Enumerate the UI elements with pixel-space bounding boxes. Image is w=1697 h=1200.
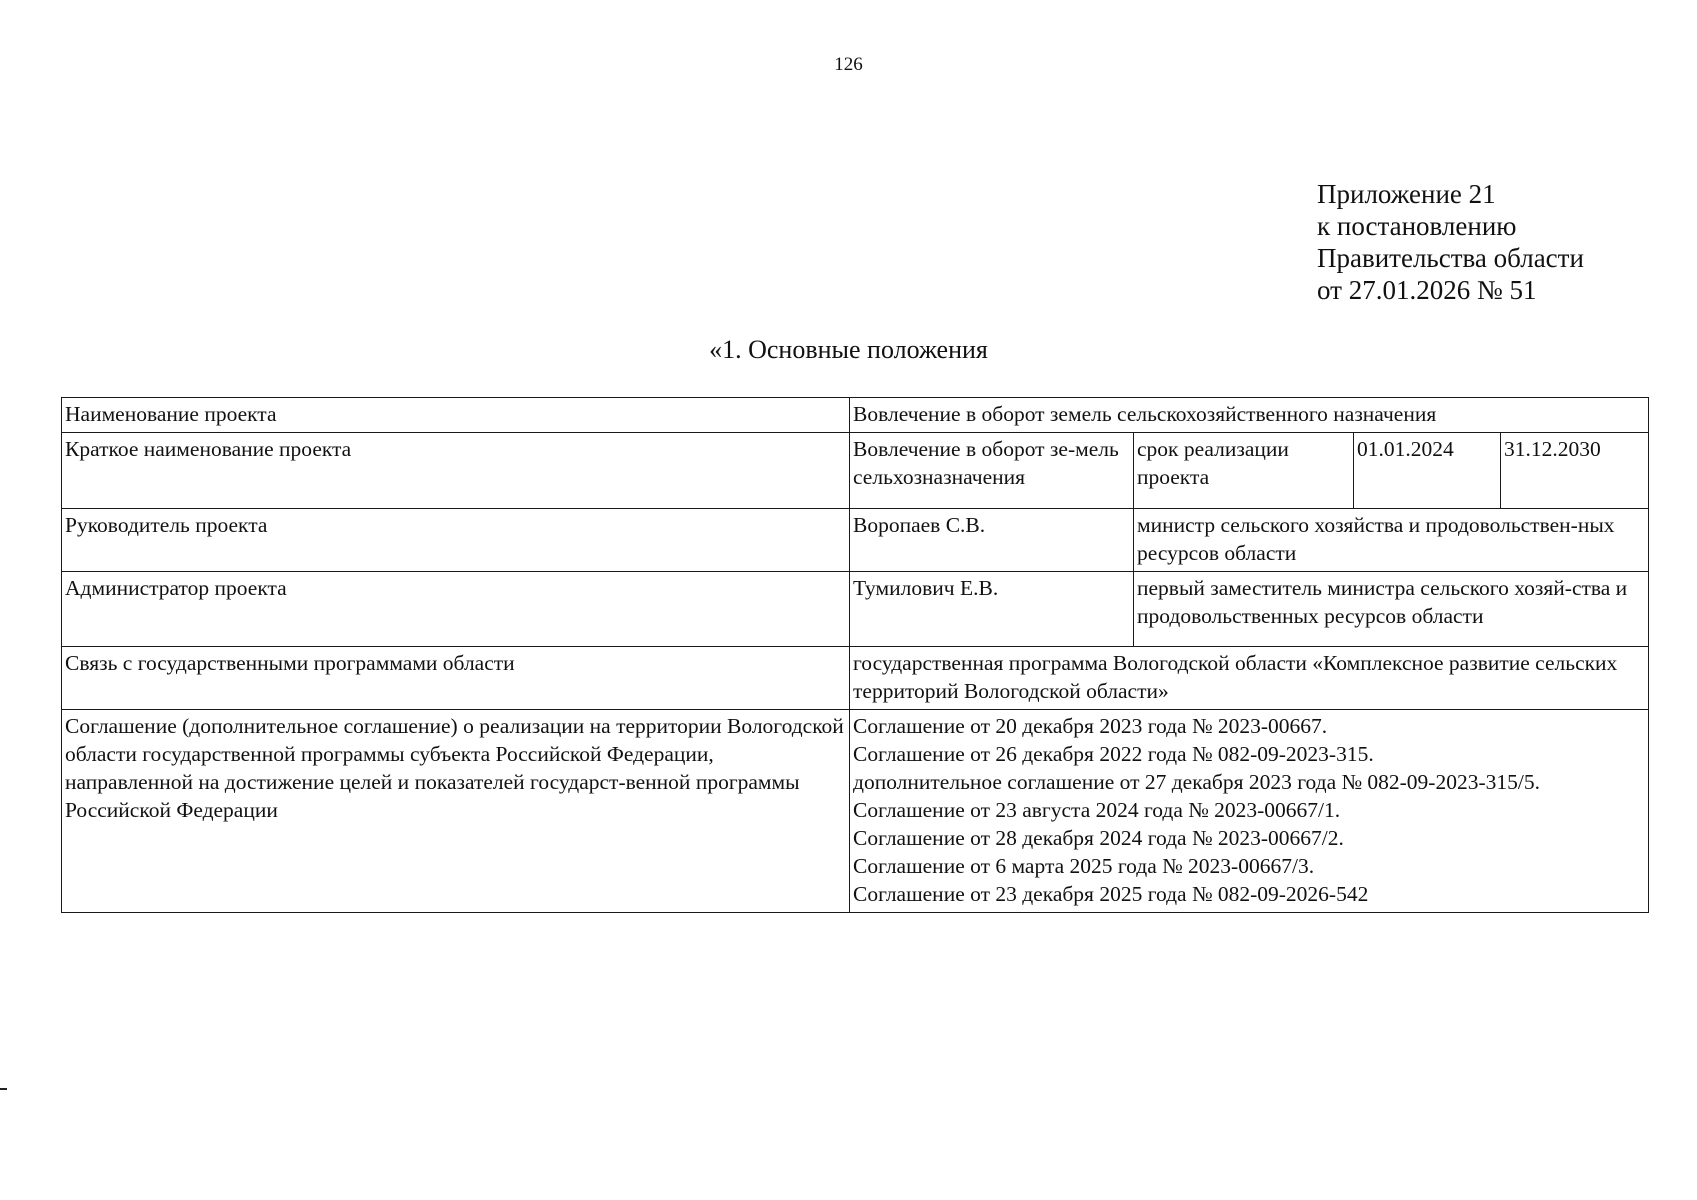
appendix-block xyxy=(1317,178,1584,306)
project-lead-label: Руководитель проекта xyxy=(62,509,850,572)
appendix-line-4: от 27.01.2026 № 51 xyxy=(1317,275,1537,305)
agreement-item: дополнительное соглашение от 27 декабря 2023 года № 082-09-2023-315/5. xyxy=(853,770,1540,794)
agreement-item: Соглашение от 20 декабря 2023 года № 2023-00667. xyxy=(853,714,1328,738)
programs-link-value: государственная программа Вологодской области «Комплексное развитие сельских территорий Вологодской области» xyxy=(850,647,1649,710)
period-label: срок реализации проекта xyxy=(1134,433,1354,509)
project-admin-position: первый заместитель министра сельского хозяй-ства и продовольственных ресурсов области xyxy=(1134,572,1649,647)
short-name-label: Краткое наименование проекта xyxy=(62,433,850,509)
agreement-item: Соглашение от 28 декабря 2024 года № 2023-00667/2. xyxy=(853,826,1344,850)
table-row-short-name xyxy=(62,433,1649,509)
agreements-label: Соглашение (дополнительное соглашение) о реализации на территории Вологодской области государственной программы субъекта Российской Федерации, направленной на достижение целей и показателей государст-венной программы Российской Федерации xyxy=(62,710,850,913)
agreement-item: Соглашение от 26 декабря 2022 года № 082-09-2023-315. xyxy=(853,742,1374,766)
programs-link-label: Связь с государственными программами области xyxy=(62,647,850,710)
project-admin-label: Администратор проекта xyxy=(62,572,850,647)
agreement-item: Соглашение от 6 марта 2025 года № 2023-00667/3. xyxy=(853,854,1315,878)
end-date: 31.12.2030 xyxy=(1501,433,1649,509)
table-row-agreements xyxy=(62,710,1649,913)
project-admin-name: Тумилович Е.В. xyxy=(850,572,1134,647)
start-date: 01.01.2024 xyxy=(1354,433,1501,509)
page-number: 126 xyxy=(834,54,863,75)
section-title: «1. Основные положения xyxy=(709,335,988,364)
project-lead-position: министр сельского хозяйства и продовольствен-ных ресурсов области xyxy=(1134,509,1649,572)
appendix-line-3: Правительства области xyxy=(1317,243,1584,273)
agreements-list xyxy=(850,710,1649,913)
table-row-programs-link xyxy=(62,647,1649,710)
project-table xyxy=(61,397,1649,913)
appendix-line-1: Приложение 21 xyxy=(1317,179,1496,209)
project-lead-name: Воропаев С.В. xyxy=(850,509,1134,572)
table-row-project-lead xyxy=(62,509,1649,572)
appendix-line-2: к постановлению xyxy=(1317,211,1517,241)
table-row-project-admin xyxy=(62,572,1649,647)
project-name-value: Вовлечение в оборот земель сельскохозяйственного назначения xyxy=(850,398,1649,433)
agreement-item: Соглашение от 23 декабря 2025 года № 082-09-2026-542 xyxy=(853,882,1369,906)
short-name-value: Вовлечение в оборот зе-мель сельхозназначения xyxy=(850,433,1134,509)
project-name-label: Наименование проекта xyxy=(62,398,850,433)
agreement-item: Соглашение от 23 августа 2024 года № 2023-00667/1. xyxy=(853,798,1341,822)
scan-margin-mark xyxy=(0,1088,7,1090)
table-row-project-name xyxy=(62,398,1649,433)
